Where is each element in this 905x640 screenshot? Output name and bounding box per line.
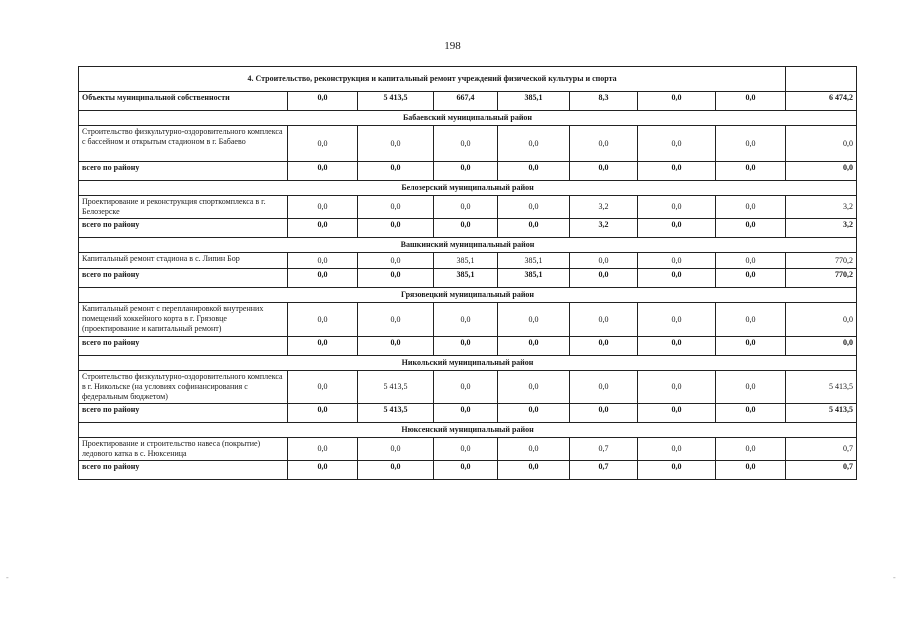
object-value-col-5: 0,0 — [570, 253, 638, 269]
object-name: Капитальный ремонт стадиона в с. Липин Бор — [79, 253, 288, 269]
district-total-value-col-1: 0,0 — [288, 269, 358, 288]
district-total-value-col-8: 3,2 — [786, 219, 857, 238]
object-value-col-4: 0,0 — [498, 371, 570, 404]
object-row — [79, 126, 857, 162]
object-value-col-1: 0,0 — [288, 253, 358, 269]
object-value-col-6: 0,0 — [638, 303, 716, 337]
object-value-col-3: 385,1 — [434, 253, 498, 269]
district-total-value-col-8: 0,0 — [786, 337, 857, 356]
object-name: Проектирование и строительство навеса (покрытие) ледового катка в с. Нюксеница — [79, 438, 288, 461]
object-value-col-2: 0,0 — [358, 126, 434, 162]
district-total-value-col-4: 0,0 — [498, 404, 570, 423]
district-header-row — [79, 181, 857, 196]
object-value-col-8: 770,2 — [786, 253, 857, 269]
district-total-value-col-6: 0,0 — [638, 404, 716, 423]
section-header-row — [79, 67, 857, 92]
district-name: Вашкинский муниципальный район — [79, 238, 857, 253]
district-total-row — [79, 461, 857, 480]
district-total-value-col-8: 5 413,5 — [786, 404, 857, 423]
object-row — [79, 303, 857, 337]
district-total-value-col-5: 0,0 — [570, 404, 638, 423]
object-value-col-3: 0,0 — [434, 303, 498, 337]
object-value-col-1: 0,0 — [288, 371, 358, 404]
district-total-value-col-6: 0,0 — [638, 461, 716, 480]
district-total-value-col-8: 770,2 — [786, 269, 857, 288]
object-value-col-1: 0,0 — [288, 438, 358, 461]
object-row — [79, 253, 857, 269]
district-total-label: всего по району — [79, 337, 288, 356]
district-total-row — [79, 404, 857, 423]
object-name: Капитальный ремонт с перепланировкой внутренних помещений хоккейного корта в г. Грязовце (проектирование и капитальный ремонт) — [79, 303, 288, 337]
summary-value-col-8: 6 474,2 — [786, 92, 857, 111]
district-total-value-col-4: 0,0 — [498, 461, 570, 480]
object-value-col-5: 0,0 — [570, 371, 638, 404]
object-value-col-2: 0,0 — [358, 438, 434, 461]
object-value-col-1: 0,0 — [288, 126, 358, 162]
district-name: Никольский муниципальный район — [79, 356, 857, 371]
district-total-value-col-6: 0,0 — [638, 162, 716, 181]
object-value-col-8: 0,0 — [786, 126, 857, 162]
object-value-col-5: 3,2 — [570, 196, 638, 219]
district-total-value-col-4: 0,0 — [498, 219, 570, 238]
object-value-col-6: 0,0 — [638, 196, 716, 219]
district-total-value-col-4: 385,1 — [498, 269, 570, 288]
summary-row — [79, 92, 857, 111]
object-value-col-6: 0,0 — [638, 253, 716, 269]
district-name: Белозерский муниципальный район — [79, 181, 857, 196]
district-total-value-col-5: 0,0 — [570, 162, 638, 181]
object-value-col-7: 0,0 — [716, 196, 786, 219]
object-value-col-3: 0,0 — [434, 126, 498, 162]
object-value-col-2: 0,0 — [358, 303, 434, 337]
summary-value-col-5: 8,3 — [570, 92, 638, 111]
district-total-label: всего по району — [79, 404, 288, 423]
object-value-col-8: 0,7 — [786, 438, 857, 461]
object-row — [79, 371, 857, 404]
district-total-value-col-3: 385,1 — [434, 269, 498, 288]
district-total-value-col-8: 0,0 — [786, 162, 857, 181]
object-value-col-2: 5 413,5 — [358, 371, 434, 404]
object-value-col-2: 0,0 — [358, 253, 434, 269]
object-row — [79, 438, 857, 461]
scan-edge-mark-right: - — [893, 573, 896, 582]
district-total-label: всего по району — [79, 162, 288, 181]
object-row — [79, 196, 857, 219]
object-value-col-8: 5 413,5 — [786, 371, 857, 404]
district-total-value-col-3: 0,0 — [434, 404, 498, 423]
district-total-value-col-7: 0,0 — [716, 461, 786, 480]
district-total-value-col-6: 0,0 — [638, 269, 716, 288]
district-total-value-col-5: 3,2 — [570, 219, 638, 238]
district-header-row — [79, 356, 857, 371]
district-total-value-col-5: 0,0 — [570, 269, 638, 288]
district-total-value-col-5: 0,0 — [570, 337, 638, 356]
district-total-value-col-4: 0,0 — [498, 162, 570, 181]
district-header-row — [79, 111, 857, 126]
district-total-value-col-2: 0,0 — [358, 461, 434, 480]
district-total-value-col-5: 0,7 — [570, 461, 638, 480]
object-value-col-5: 0,0 — [570, 303, 638, 337]
object-value-col-6: 0,0 — [638, 126, 716, 162]
section-title-right-cell — [786, 67, 857, 92]
district-total-value-col-7: 0,0 — [716, 219, 786, 238]
object-value-col-8: 0,0 — [786, 303, 857, 337]
district-total-value-col-3: 0,0 — [434, 337, 498, 356]
district-total-value-col-3: 0,0 — [434, 461, 498, 480]
table-body — [79, 67, 857, 480]
object-value-col-5: 0,7 — [570, 438, 638, 461]
district-total-row — [79, 269, 857, 288]
summary-value-col-2: 5 413,5 — [358, 92, 434, 111]
district-total-value-col-7: 0,0 — [716, 337, 786, 356]
summary-value-col-3: 667,4 — [434, 92, 498, 111]
object-value-col-1: 0,0 — [288, 196, 358, 219]
object-value-col-4: 0,0 — [498, 126, 570, 162]
object-value-col-7: 0,0 — [716, 438, 786, 461]
object-value-col-3: 0,0 — [434, 371, 498, 404]
district-total-value-col-2: 0,0 — [358, 162, 434, 181]
budget-table — [78, 66, 857, 480]
summary-value-col-1: 0,0 — [288, 92, 358, 111]
object-value-col-4: 0,0 — [498, 438, 570, 461]
object-value-col-7: 0,0 — [716, 371, 786, 404]
district-total-value-col-1: 0,0 — [288, 337, 358, 356]
object-value-col-3: 0,0 — [434, 438, 498, 461]
district-total-value-col-2: 0,0 — [358, 337, 434, 356]
district-total-value-col-6: 0,0 — [638, 219, 716, 238]
district-total-value-col-1: 0,0 — [288, 219, 358, 238]
object-value-col-5: 0,0 — [570, 126, 638, 162]
object-value-col-4: 385,1 — [498, 253, 570, 269]
object-name: Строительство физкультурно-оздоровительного комплекса с бассейном и открытым стадионом в г. Бабаево — [79, 126, 288, 162]
district-total-value-col-6: 0,0 — [638, 337, 716, 356]
district-total-value-col-2: 5 413,5 — [358, 404, 434, 423]
district-header-row — [79, 238, 857, 253]
district-header-row — [79, 423, 857, 438]
summary-label: Объекты муниципальной собственности — [79, 92, 288, 111]
object-value-col-3: 0,0 — [434, 196, 498, 219]
district-total-label: всего по району — [79, 219, 288, 238]
district-total-value-col-7: 0,0 — [716, 404, 786, 423]
district-name: Нюксенский муниципальный район — [79, 423, 857, 438]
district-header-row — [79, 288, 857, 303]
district-total-value-col-1: 0,0 — [288, 404, 358, 423]
district-name: Бабаевский муниципальный район — [79, 111, 857, 126]
district-total-value-col-3: 0,0 — [434, 162, 498, 181]
summary-value-col-6: 0,0 — [638, 92, 716, 111]
district-total-value-col-1: 0,0 — [288, 162, 358, 181]
object-name: Проектирование и реконструкция спорткомплекса в г. Белозерске — [79, 196, 288, 219]
district-total-value-col-7: 0,0 — [716, 269, 786, 288]
district-total-row — [79, 219, 857, 238]
district-total-row — [79, 337, 857, 356]
district-total-value-col-2: 0,0 — [358, 219, 434, 238]
district-total-value-col-2: 0,0 — [358, 269, 434, 288]
summary-value-col-4: 385,1 — [498, 92, 570, 111]
object-value-col-4: 0,0 — [498, 303, 570, 337]
object-value-col-1: 0,0 — [288, 303, 358, 337]
district-total-label: всего по району — [79, 461, 288, 480]
page-number: 198 — [444, 40, 461, 52]
summary-value-col-7: 0,0 — [716, 92, 786, 111]
district-total-value-col-4: 0,0 — [498, 337, 570, 356]
district-total-value-col-1: 0,0 — [288, 461, 358, 480]
object-value-col-7: 0,0 — [716, 303, 786, 337]
object-value-col-7: 0,0 — [716, 126, 786, 162]
object-value-col-2: 0,0 — [358, 196, 434, 219]
object-name: Строительство физкультурно-оздоровительного комплекса в г. Никольске (на условиях софинансирования с федеральным бюджетом) — [79, 371, 288, 404]
district-total-value-col-8: 0,7 — [786, 461, 857, 480]
object-value-col-7: 0,0 — [716, 253, 786, 269]
district-total-row — [79, 162, 857, 181]
district-name: Грязовецкий муниципальный район — [79, 288, 857, 303]
district-total-label: всего по району — [79, 269, 288, 288]
object-value-col-6: 0,0 — [638, 438, 716, 461]
section-title: 4. Строительство, реконструкция и капитальный ремонт учреждений физической культуры и спорта — [79, 67, 786, 92]
district-total-value-col-3: 0,0 — [434, 219, 498, 238]
object-value-col-4: 0,0 — [498, 196, 570, 219]
object-value-col-8: 3,2 — [786, 196, 857, 219]
scan-edge-mark-left: - — [6, 573, 9, 582]
district-total-value-col-7: 0,0 — [716, 162, 786, 181]
object-value-col-6: 0,0 — [638, 371, 716, 404]
